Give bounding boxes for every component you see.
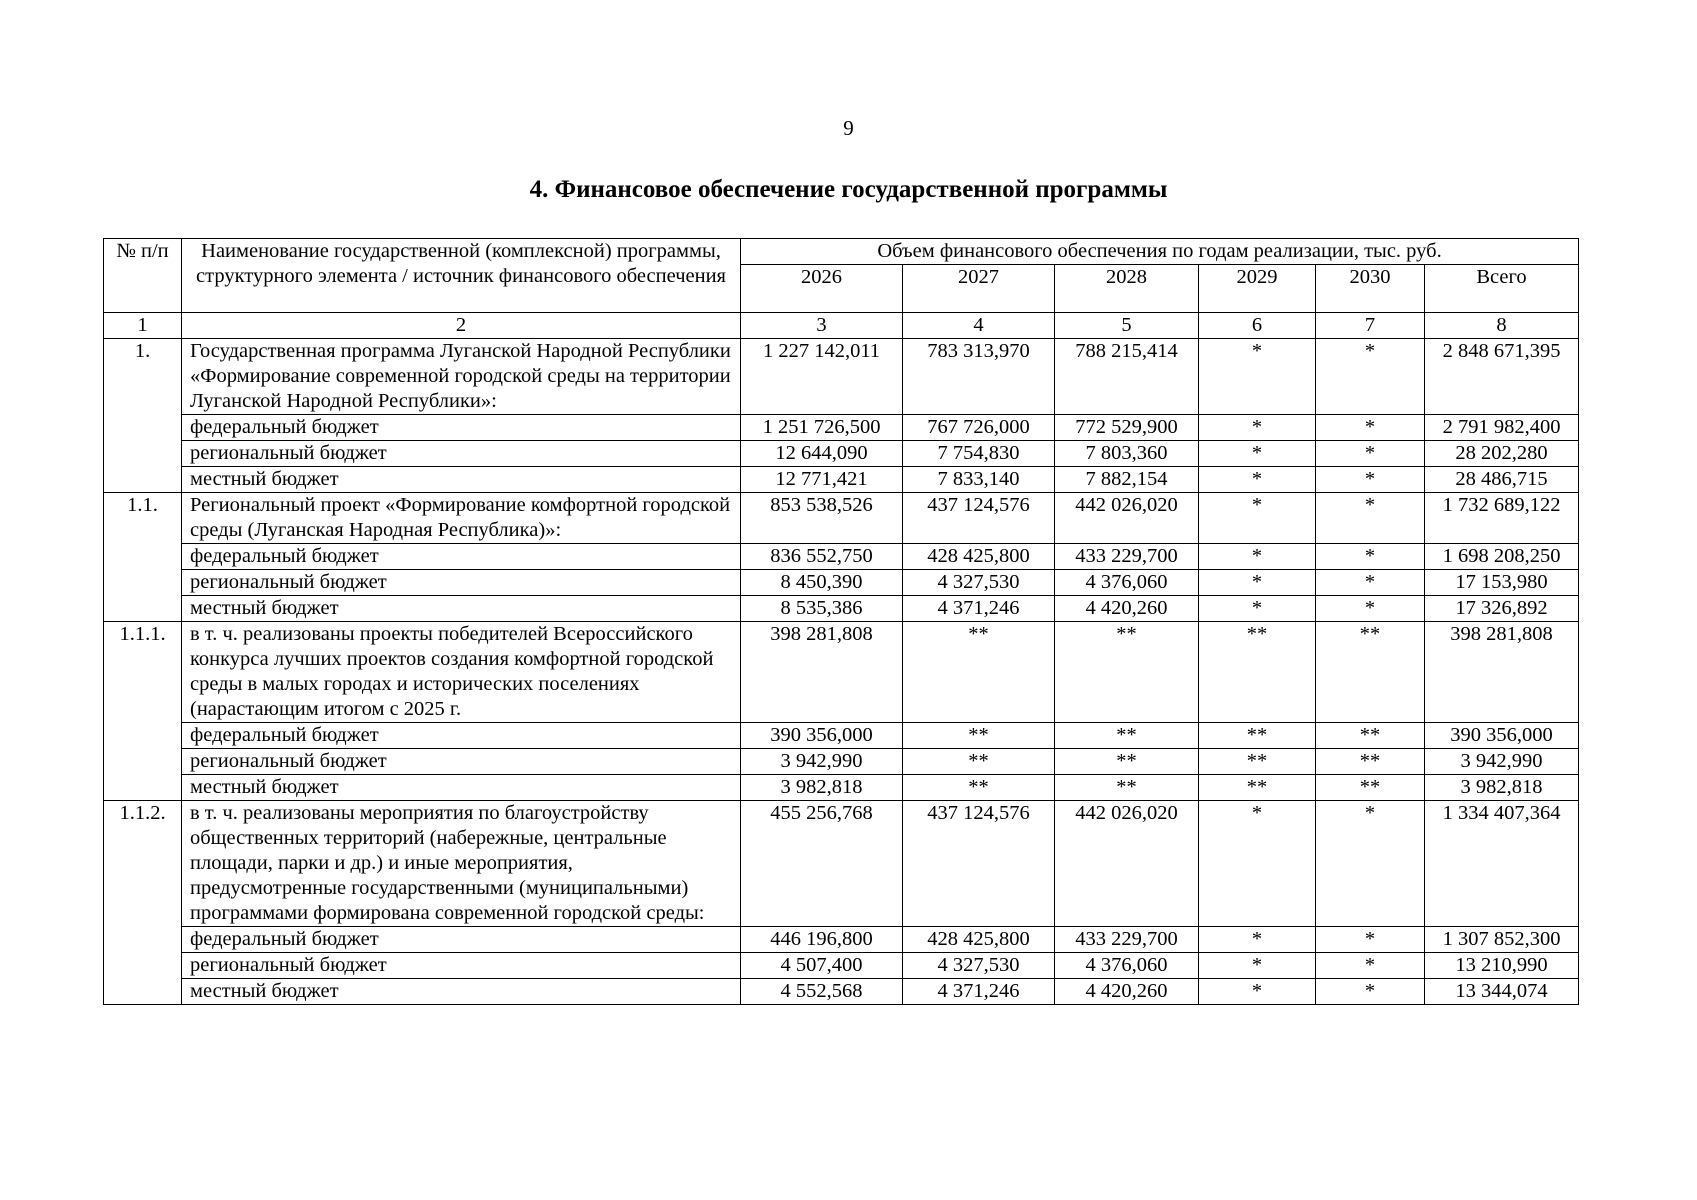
value-year: 442 026,020 bbox=[1055, 493, 1199, 544]
value-total: 1 334 407,364 bbox=[1425, 801, 1579, 927]
value-year: 7 803,360 bbox=[1055, 441, 1199, 467]
value-year: 390 356,000 bbox=[741, 723, 903, 749]
table-row-item bbox=[104, 339, 1579, 415]
value-total: 13 344,074 bbox=[1425, 979, 1579, 1005]
value-year: 428 425,800 bbox=[903, 927, 1055, 953]
value-year: 4 420,260 bbox=[1055, 979, 1199, 1005]
header-col-no: № п/п bbox=[104, 239, 182, 313]
value-total: 2 848 671,395 bbox=[1425, 339, 1579, 415]
value-total: 28 486,715 bbox=[1425, 467, 1579, 493]
table-row-source bbox=[104, 570, 1579, 596]
column-number: 1 bbox=[104, 313, 182, 339]
item-name: Региональный проект «Формирование комфортной городской среды (Луганская Народная Республика)»: bbox=[182, 493, 741, 544]
table-row-source bbox=[104, 749, 1579, 775]
value-year: * bbox=[1316, 415, 1425, 441]
column-number: 7 bbox=[1316, 313, 1425, 339]
value-year: ** bbox=[1199, 749, 1316, 775]
value-year: * bbox=[1199, 570, 1316, 596]
row-number: 1.1.2. bbox=[104, 801, 182, 1005]
value-year: ** bbox=[1316, 622, 1425, 723]
header-year: 2030 bbox=[1316, 265, 1425, 313]
value-year: ** bbox=[903, 622, 1055, 723]
value-year: * bbox=[1316, 544, 1425, 570]
value-year: * bbox=[1199, 339, 1316, 415]
value-total: 2 791 982,400 bbox=[1425, 415, 1579, 441]
value-year: 7 754,830 bbox=[903, 441, 1055, 467]
value-year: * bbox=[1316, 596, 1425, 622]
funding-source-name: региональный бюджет bbox=[182, 749, 741, 775]
value-year: 3 982,818 bbox=[741, 775, 903, 801]
funding-source-name: региональный бюджет bbox=[182, 441, 741, 467]
value-year: ** bbox=[903, 723, 1055, 749]
value-year: 446 196,800 bbox=[741, 927, 903, 953]
value-year: 8 450,390 bbox=[741, 570, 903, 596]
column-number: 5 bbox=[1055, 313, 1199, 339]
funding-source-name: региональный бюджет bbox=[182, 570, 741, 596]
funding-source-name: федеральный бюджет bbox=[182, 723, 741, 749]
page-title: 4. Финансовое обеспечение государственной программы bbox=[529, 176, 1168, 203]
value-year: ** bbox=[1199, 622, 1316, 723]
header-total: Всего bbox=[1425, 265, 1579, 313]
value-year: 455 256,768 bbox=[741, 801, 903, 927]
value-total: 398 281,808 bbox=[1425, 622, 1579, 723]
value-total: 1 732 689,122 bbox=[1425, 493, 1579, 544]
value-year: * bbox=[1199, 953, 1316, 979]
value-year: 12 771,421 bbox=[741, 467, 903, 493]
value-year: ** bbox=[1055, 723, 1199, 749]
value-year: 4 376,060 bbox=[1055, 953, 1199, 979]
value-total: 3 942,990 bbox=[1425, 749, 1579, 775]
value-year: * bbox=[1316, 801, 1425, 927]
table-row-source bbox=[104, 723, 1579, 749]
value-year: * bbox=[1199, 544, 1316, 570]
value-year: 4 371,246 bbox=[903, 979, 1055, 1005]
table-row-source bbox=[104, 544, 1579, 570]
value-year: * bbox=[1199, 927, 1316, 953]
value-year: 3 942,990 bbox=[741, 749, 903, 775]
value-year: 4 327,530 bbox=[903, 953, 1055, 979]
header-col-group: Объем финансового обеспечения по годам реализации, тыс. руб. bbox=[741, 239, 1579, 265]
table-row-source bbox=[104, 415, 1579, 441]
value-total: 17 326,892 bbox=[1425, 596, 1579, 622]
value-year: 437 124,576 bbox=[903, 493, 1055, 544]
value-total: 13 210,990 bbox=[1425, 953, 1579, 979]
value-year: ** bbox=[1055, 775, 1199, 801]
value-year: * bbox=[1316, 570, 1425, 596]
value-total: 17 153,980 bbox=[1425, 570, 1579, 596]
item-name: Государственная программа Луганской Народной Республики «Формирование современной городской среды на территории Луганской Народной Республики»: bbox=[182, 339, 741, 415]
value-year: * bbox=[1316, 953, 1425, 979]
item-name: в т. ч. реализованы проекты победителей Всероссийского конкурса лучших проектов создания комфортной городской среды в малых городах и исторических поселениях (нарастающим итогом с 2025 г. bbox=[182, 622, 741, 723]
table-row-source bbox=[104, 441, 1579, 467]
table-row-source bbox=[104, 467, 1579, 493]
value-year: * bbox=[1316, 493, 1425, 544]
value-year: ** bbox=[903, 749, 1055, 775]
value-year: * bbox=[1199, 801, 1316, 927]
header-year: 2028 bbox=[1055, 265, 1199, 313]
column-number: 2 bbox=[182, 313, 741, 339]
table-row-item bbox=[104, 801, 1579, 927]
value-year: * bbox=[1199, 596, 1316, 622]
value-year: 12 644,090 bbox=[741, 441, 903, 467]
value-year: 8 535,386 bbox=[741, 596, 903, 622]
value-year: ** bbox=[1316, 723, 1425, 749]
value-year: 442 026,020 bbox=[1055, 801, 1199, 927]
value-year: 4 507,400 bbox=[741, 953, 903, 979]
value-year: ** bbox=[1316, 749, 1425, 775]
column-number: 8 bbox=[1425, 313, 1579, 339]
column-number: 6 bbox=[1199, 313, 1316, 339]
financing-table bbox=[103, 238, 1579, 1005]
value-year: 1 227 142,011 bbox=[741, 339, 903, 415]
value-year: * bbox=[1199, 441, 1316, 467]
table-row-source bbox=[104, 979, 1579, 1005]
value-year: ** bbox=[1055, 622, 1199, 723]
value-year: * bbox=[1316, 441, 1425, 467]
item-name: в т. ч. реализованы мероприятия по благоустройству общественных территорий (набережные, центральные площади, парки и др.) и иные мероприятия, предусмотренные государственными (муниципальными) программами формирована современной городской среды: bbox=[182, 801, 741, 927]
value-year: * bbox=[1316, 339, 1425, 415]
header-row bbox=[104, 239, 1579, 265]
value-year: 433 229,700 bbox=[1055, 927, 1199, 953]
header-year: 2026 bbox=[741, 265, 903, 313]
value-year: 836 552,750 bbox=[741, 544, 903, 570]
value-year: 4 371,246 bbox=[903, 596, 1055, 622]
value-year: 788 215,414 bbox=[1055, 339, 1199, 415]
value-year: 772 529,900 bbox=[1055, 415, 1199, 441]
funding-source-name: местный бюджет bbox=[182, 979, 741, 1005]
column-numbers-row bbox=[104, 313, 1579, 339]
funding-source-name: местный бюджет bbox=[182, 596, 741, 622]
value-total: 3 982,818 bbox=[1425, 775, 1579, 801]
value-total: 28 202,280 bbox=[1425, 441, 1579, 467]
value-year: * bbox=[1316, 927, 1425, 953]
value-year: ** bbox=[1055, 749, 1199, 775]
header-col-name: Наименование государственной (комплексной) программы, структурного элемента / источник финансового обеспечения bbox=[182, 239, 741, 313]
value-year: 783 313,970 bbox=[903, 339, 1055, 415]
funding-source-name: местный бюджет bbox=[182, 775, 741, 801]
row-number: 1.1. bbox=[104, 493, 182, 622]
value-year: ** bbox=[1199, 775, 1316, 801]
value-year: 767 726,000 bbox=[903, 415, 1055, 441]
value-year: 7 882,154 bbox=[1055, 467, 1199, 493]
table-row-item bbox=[104, 622, 1579, 723]
value-year: ** bbox=[903, 775, 1055, 801]
value-year: 4 376,060 bbox=[1055, 570, 1199, 596]
value-year: 4 552,568 bbox=[741, 979, 903, 1005]
page-number: 9 bbox=[843, 116, 854, 140]
value-year: ** bbox=[1199, 723, 1316, 749]
value-year: 428 425,800 bbox=[903, 544, 1055, 570]
value-total: 1 307 852,300 bbox=[1425, 927, 1579, 953]
column-number: 3 bbox=[741, 313, 903, 339]
row-number: 1.1.1. bbox=[104, 622, 182, 801]
value-total: 390 356,000 bbox=[1425, 723, 1579, 749]
value-year: * bbox=[1316, 979, 1425, 1005]
value-year: 433 229,700 bbox=[1055, 544, 1199, 570]
value-year: ** bbox=[1316, 775, 1425, 801]
value-year: * bbox=[1199, 467, 1316, 493]
value-year: 1 251 726,500 bbox=[741, 415, 903, 441]
column-number: 4 bbox=[903, 313, 1055, 339]
value-year: * bbox=[1316, 467, 1425, 493]
value-total: 1 698 208,250 bbox=[1425, 544, 1579, 570]
row-number: 1. bbox=[104, 339, 182, 493]
funding-source-name: федеральный бюджет bbox=[182, 927, 741, 953]
funding-source-name: федеральный бюджет bbox=[182, 544, 741, 570]
value-year: 4 327,530 bbox=[903, 570, 1055, 596]
funding-source-name: федеральный бюджет bbox=[182, 415, 741, 441]
value-year: 4 420,260 bbox=[1055, 596, 1199, 622]
value-year: * bbox=[1199, 415, 1316, 441]
table-row-source bbox=[104, 775, 1579, 801]
value-year: * bbox=[1199, 979, 1316, 1005]
value-year: * bbox=[1199, 493, 1316, 544]
table-row-source bbox=[104, 953, 1579, 979]
value-year: 398 281,808 bbox=[741, 622, 903, 723]
header-year: 2027 bbox=[903, 265, 1055, 313]
value-year: 853 538,526 bbox=[741, 493, 903, 544]
funding-source-name: региональный бюджет bbox=[182, 953, 741, 979]
table-row-source bbox=[104, 596, 1579, 622]
header-year: 2029 bbox=[1199, 265, 1316, 313]
table-row-source bbox=[104, 927, 1579, 953]
funding-source-name: местный бюджет bbox=[182, 467, 741, 493]
value-year: 437 124,576 bbox=[903, 801, 1055, 927]
value-year: 7 833,140 bbox=[903, 467, 1055, 493]
table-row-item bbox=[104, 493, 1579, 544]
